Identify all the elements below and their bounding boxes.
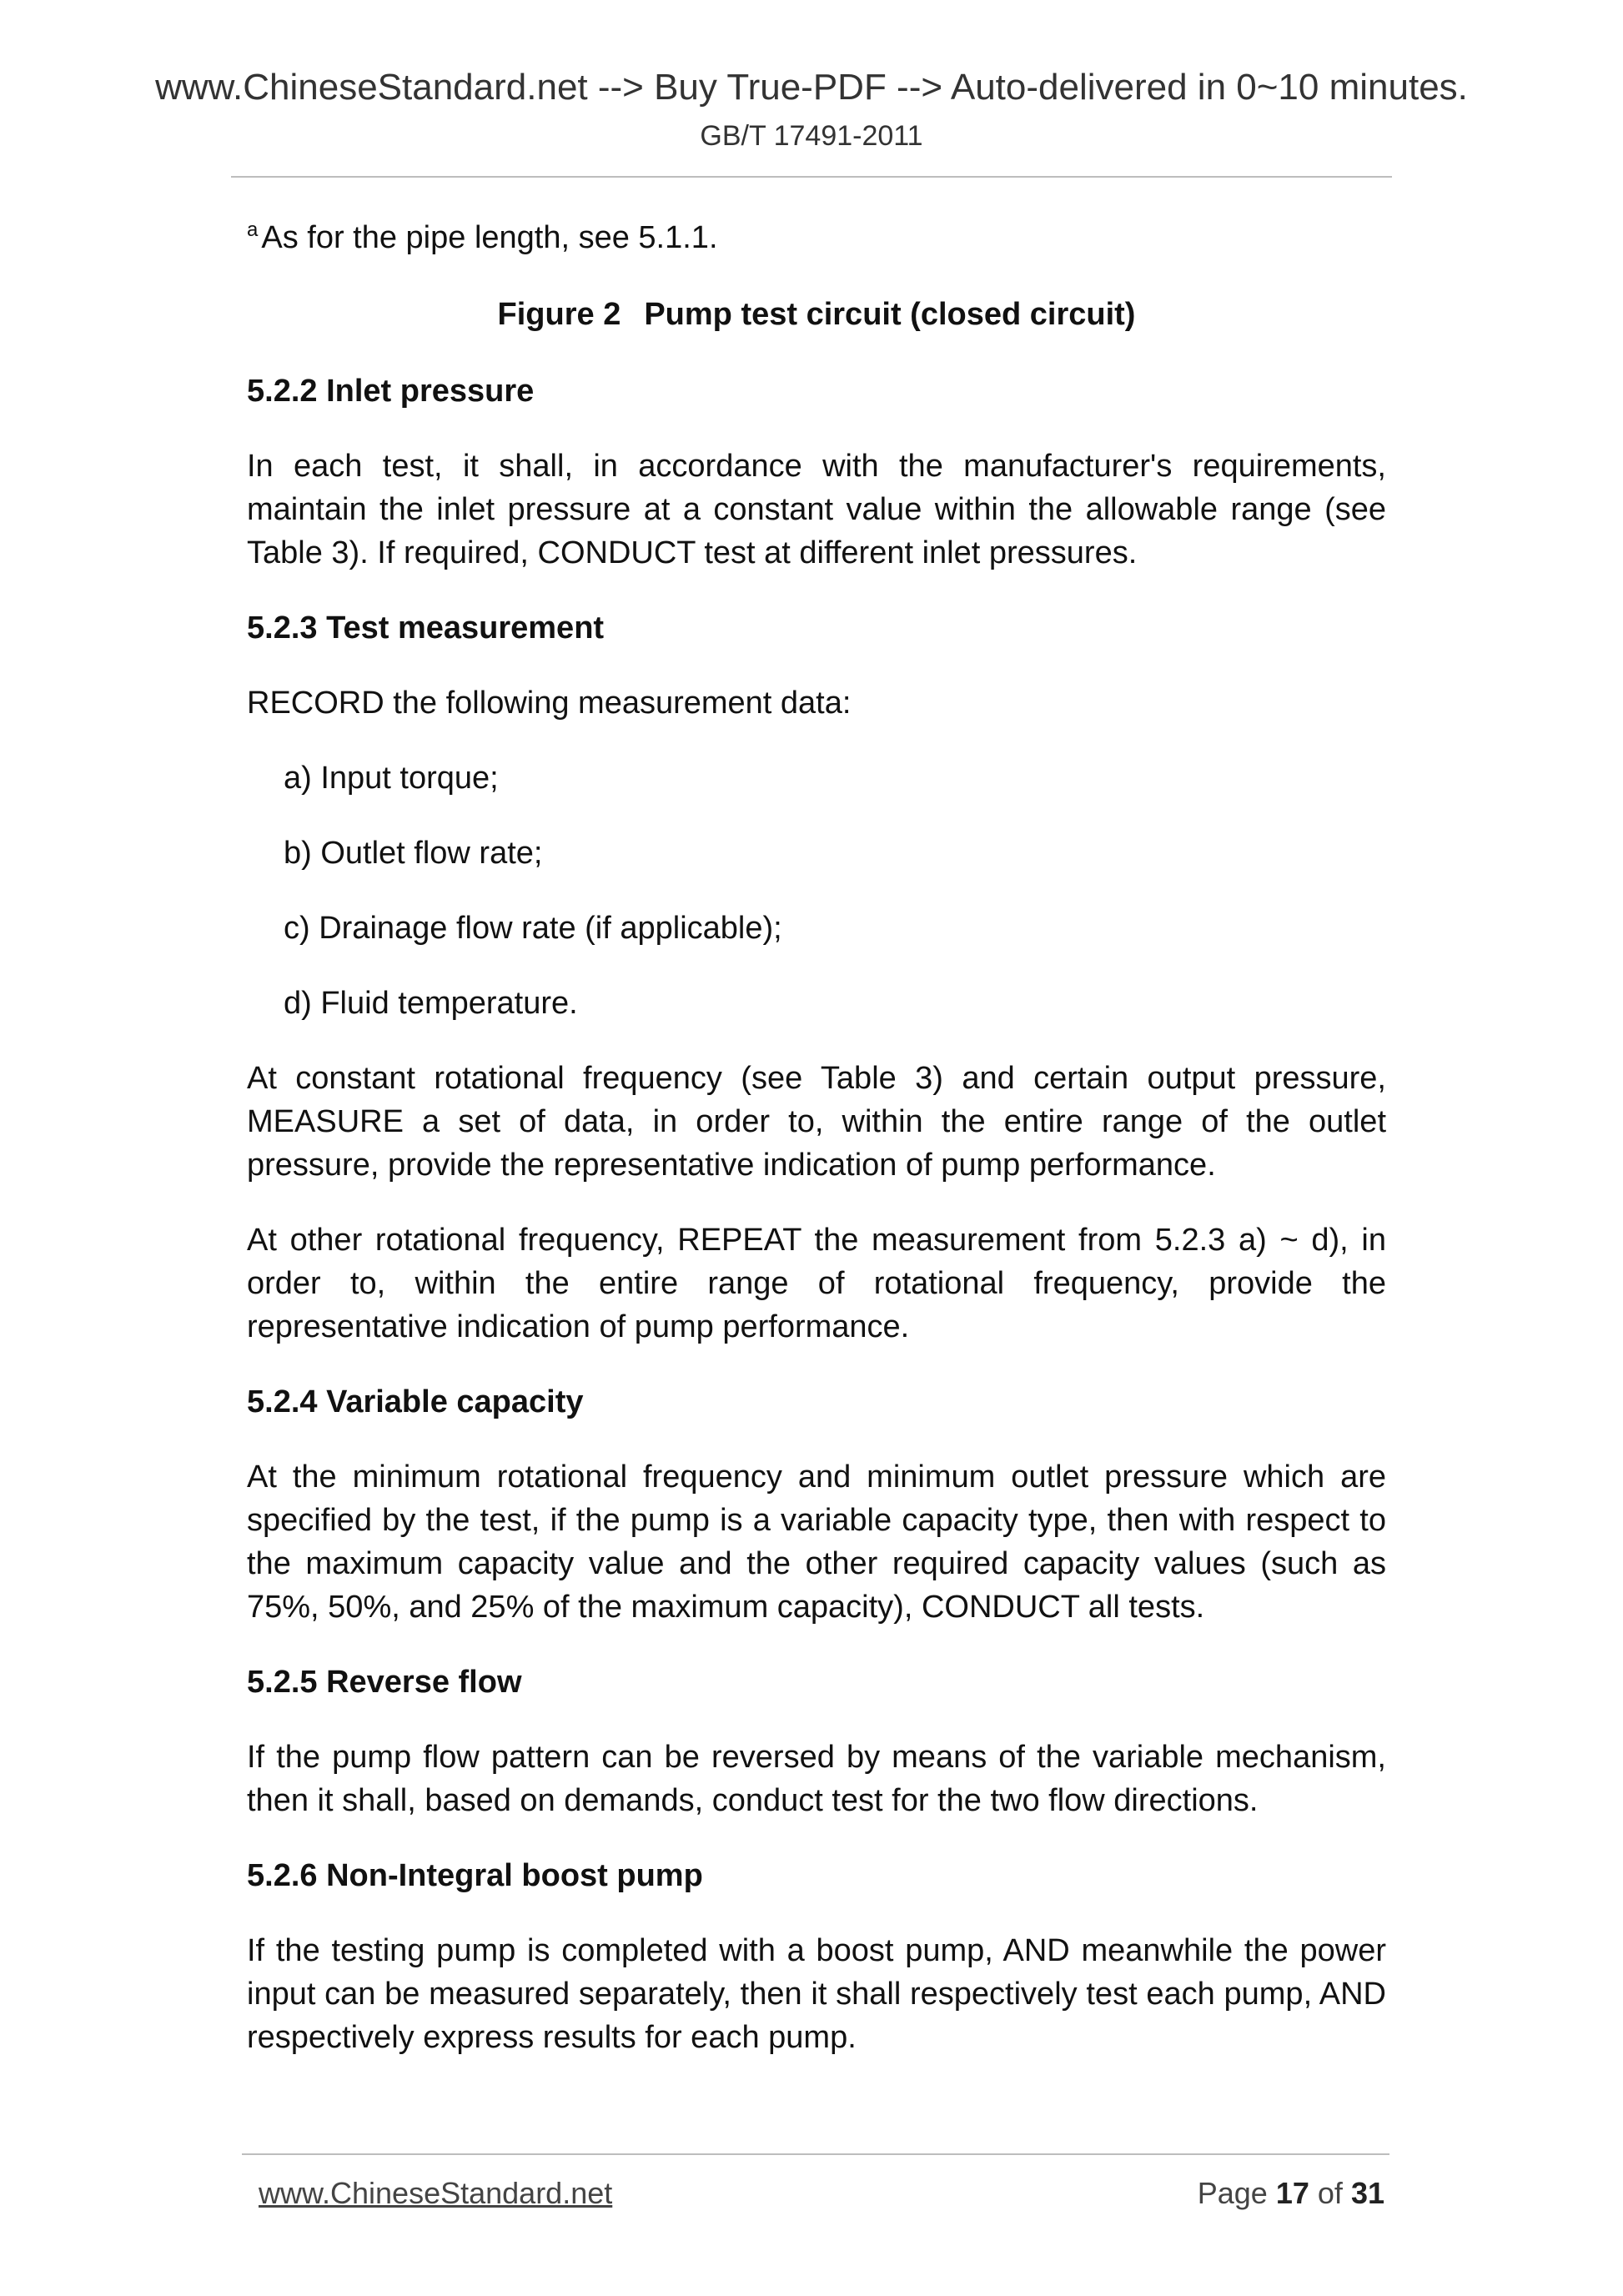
total-page-count: 31 [1350,2176,1384,2210]
figure-caption [247,293,1386,336]
section-heading-5-2-6: 5.2.6 Non-Integral boost pump [247,1858,703,1893]
section-heading-5-2-3: 5.2.3 Test measurement [247,610,605,646]
paragraph-variable-capacity: At the minimum rotational frequency and minimum outlet pressure which are specified by the test, if the pump is a variable capacity type, then with respect to the maximum capacity value and the other required capacity values (such as 75%, 50%, and 25% of the maximum capacity), CONDUCT all tests. [247,1459,1386,1625]
figure-number: Figure 2 [497,297,621,332]
list-item: c) Drainage flow rate (if applicable); [284,911,782,946]
footer-link[interactable]: www.ChineseStandard.net [259,2176,613,2210]
header-standard-id: GB/T 17491-2011 [700,120,923,152]
header-banner[interactable]: www.ChineseStandard.net --> Buy True-PDF --> Auto-delivered in 0~10 minutes. [155,67,1468,108]
measurement-list [247,756,1386,1025]
paragraph-constant-frequency: At constant rotational frequency (see Table 3) and certain output pressure, MEASURE a set of data, in order to, within the entire range of the outlet pressure, provide the representative indication of pump performance. [247,1061,1386,1183]
paragraph-other-frequency: At other rotational frequency, REPEAT the measurement from 5.2.3 a) ~ d), in order to, within the entire range of rotational frequency, provide the representative indication of pump performance. [247,1223,1386,1344]
page-word: Page [1197,2176,1268,2210]
figure-footnote [247,208,1386,259]
list-item: a) Input torque; [284,761,499,796]
of-word: of [1317,2176,1343,2210]
paragraph-boost-pump: If the testing pump is completed with a boost pump, AND meanwhile the power input can be measured separately, then it shall respectively test each pump, AND respectively express results for each pump. [247,1933,1386,2055]
page-indicator [1198,2175,1384,2212]
footnote-text: As for the pipe length, see 5.1.1. [261,220,718,255]
section-heading-5-2-5: 5.2.5 Reverse flow [247,1665,522,1700]
footnote-marker: a [247,219,259,241]
footer-divider [242,2153,1389,2155]
paragraph-record-intro: RECORD the following measurement data: [247,686,852,721]
paragraph-reverse-flow: If the pump flow pattern can be reversed by means of the variable mechanism, then it shall, based on demands, conduct test for the two flow directions. [247,1740,1386,1818]
section-heading-5-2-2: 5.2.2 Inlet pressure [247,374,535,409]
list-item: b) Outlet flow rate; [284,836,543,871]
header-divider [231,176,1392,178]
figure-title: Pump test circuit (closed circuit) [644,297,1136,332]
current-page-number: 17 [1275,2176,1309,2210]
list-item: d) Fluid temperature. [284,986,578,1021]
page-content [247,208,1386,2091]
section-heading-5-2-4: 5.2.4 Variable capacity [247,1384,584,1419]
paragraph-inlet-pressure: In each test, it shall, in accordance with the manufacturer's requirements, maintain the inlet pressure at a constant value within the allowable range (see Table 3). If required, CONDUCT test at different inlet pressures. [247,449,1386,570]
